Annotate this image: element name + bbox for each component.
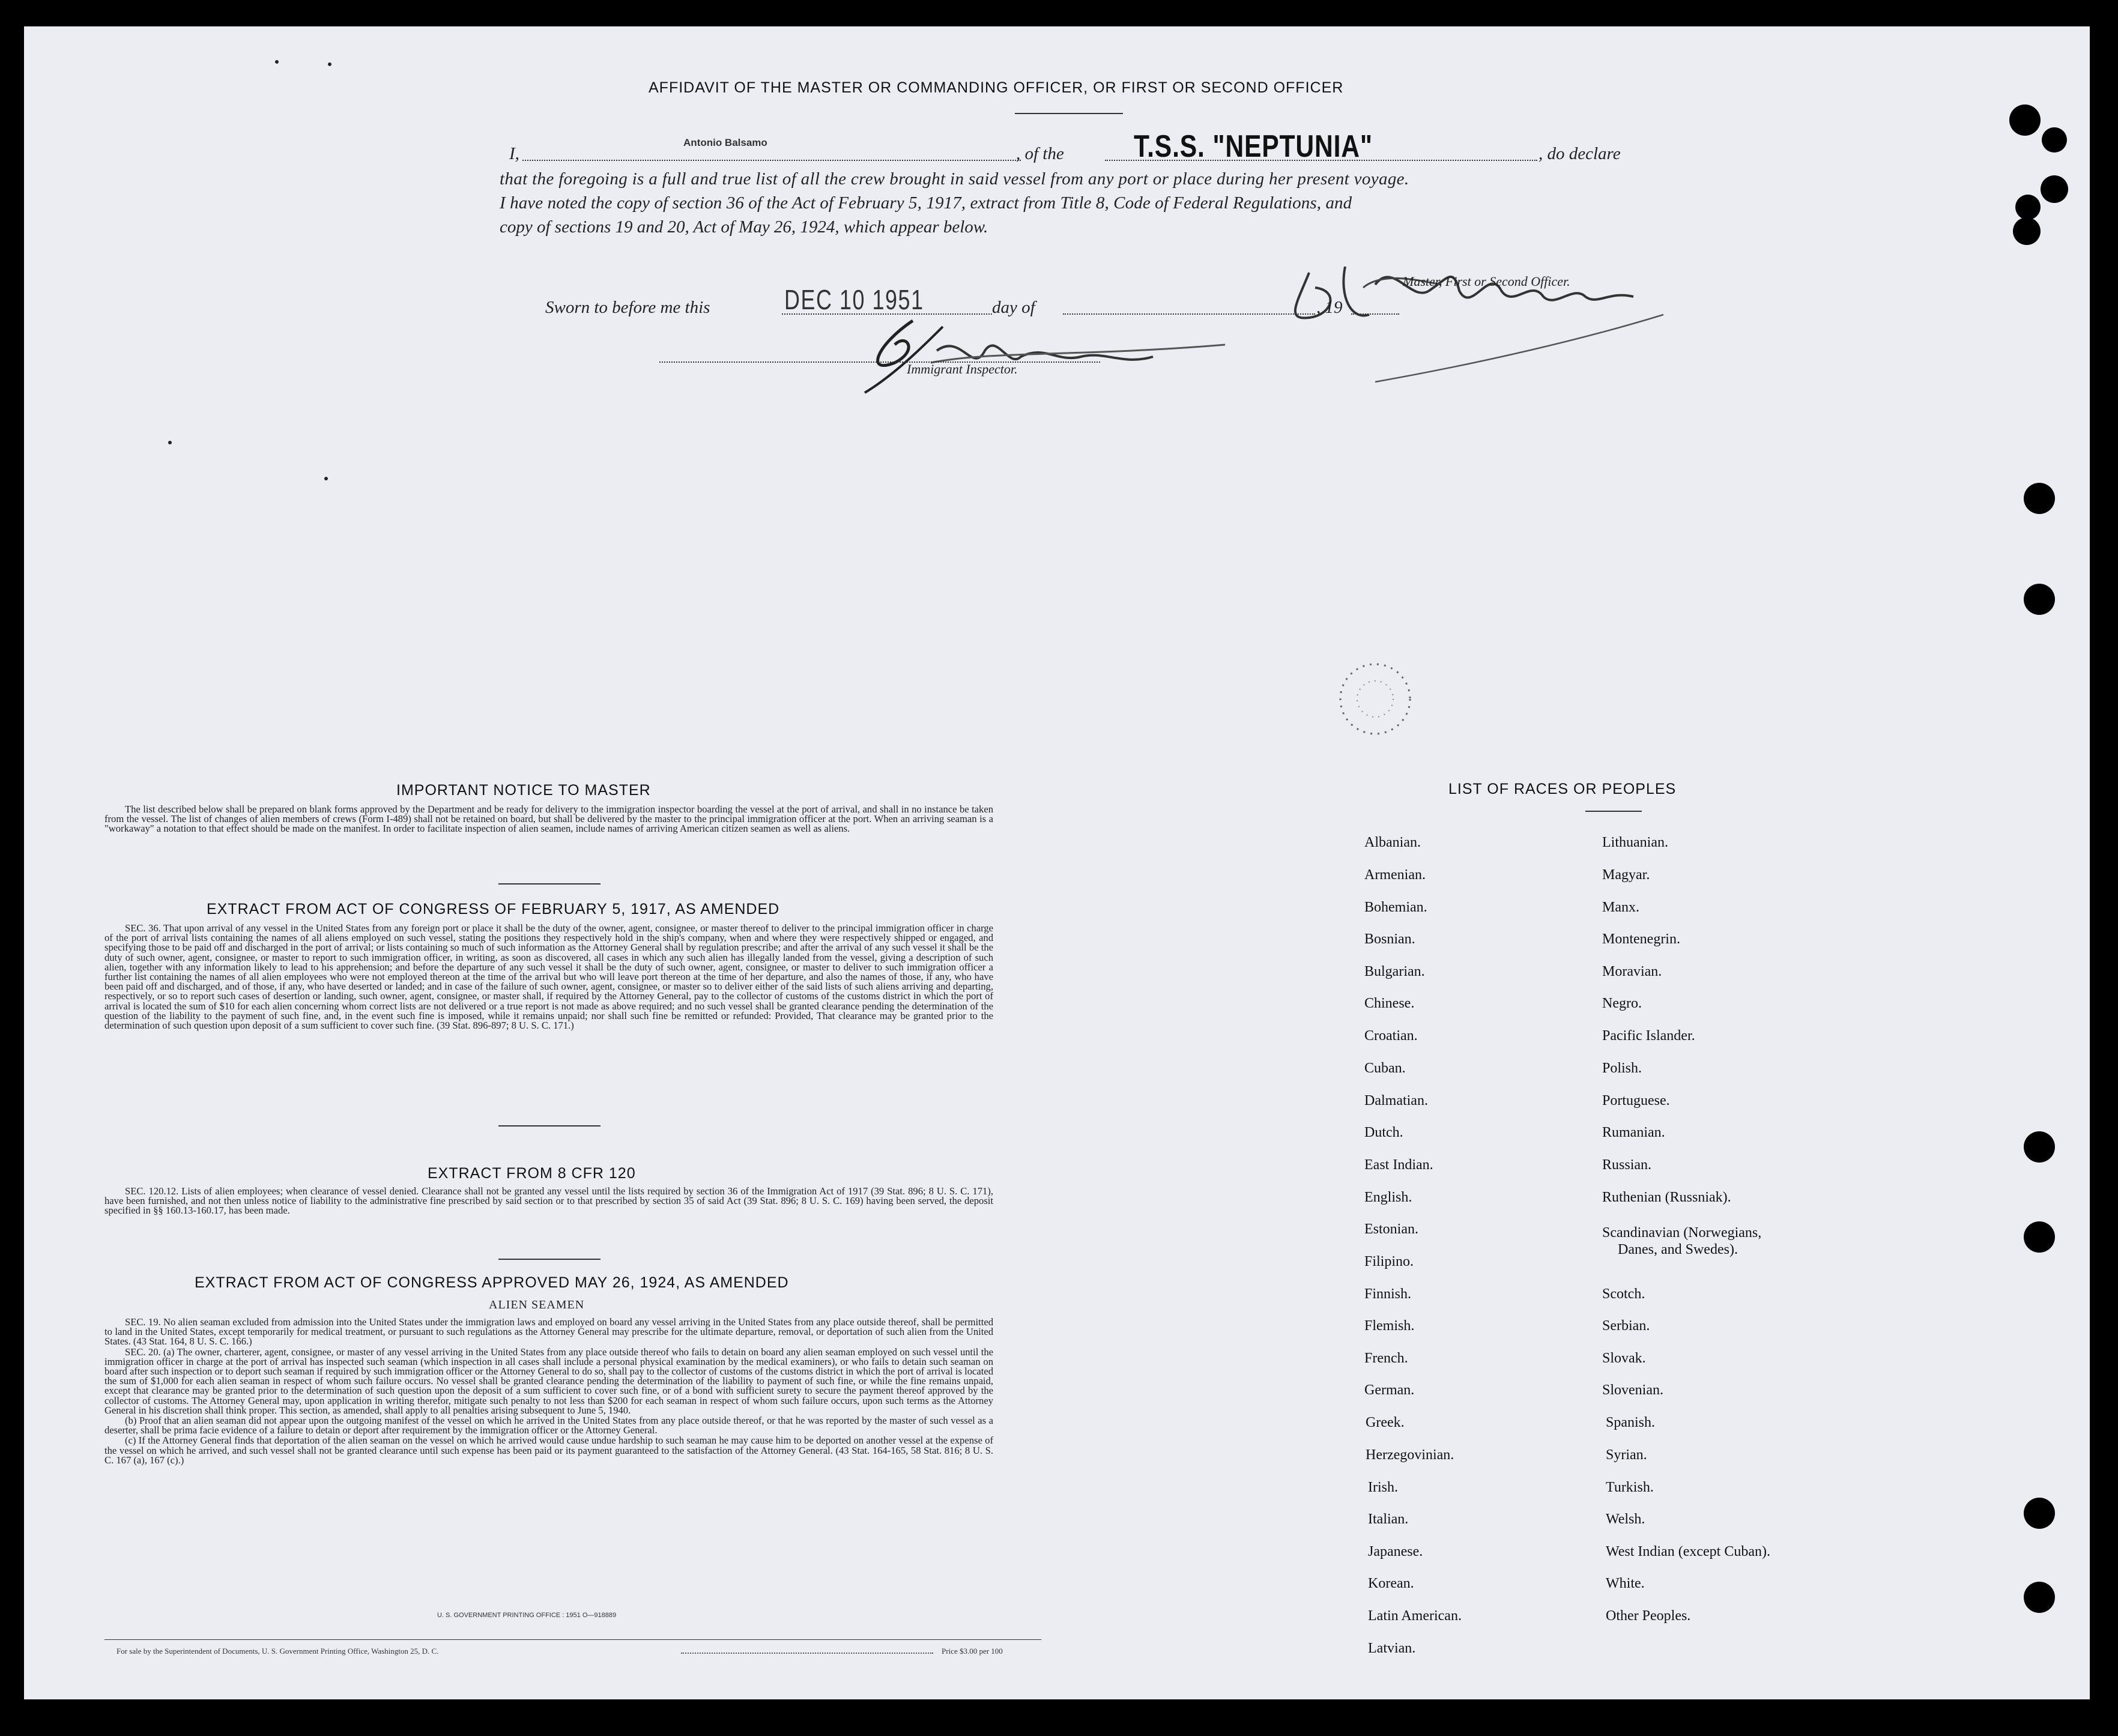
race-item: Turkish. [1606, 1480, 1654, 1495]
race-item: Estonian. [1364, 1221, 1418, 1237]
affidavit-of-the: , of the [1016, 144, 1064, 163]
race-item: Other Peoples. [1606, 1608, 1691, 1624]
notice-paragraph: The list described below shall be prepared on blank forms approved by the Department and be ready for delivery to the immigration inspector boarding the vessel at the port of arrival, and shall in no instance be taken from the vessel. The list of changes of alien members of crews (Form I-489) shall not be retained on board, but shall be delivered by the master to the principal immigration officer at the port. When an arriving seaman is a "workaway" a notation to that effect should be made on the manifest. In order to facilitate inspection of alien seamen, include names of arriving American citizen seamen as well as aliens. [104, 803, 993, 835]
race-item: Ruthenian (Russniak). [1602, 1190, 1731, 1205]
punch-hole [2024, 483, 2055, 514]
race-item: English. [1364, 1190, 1412, 1205]
race-item: Chinese. [1364, 996, 1415, 1011]
stray-mark [324, 477, 328, 480]
extract-cfr-text [104, 1187, 993, 1217]
footer-right: Price $3.00 per 100 [942, 1647, 1003, 1656]
punch-hole [2024, 1498, 2055, 1529]
race-item: Welsh. [1606, 1511, 1645, 1527]
race-item: Bosnian. [1364, 931, 1415, 947]
footer-left: For sale by the Superintendent of Documents, U. S. Government Printing Office, Washington 25, D. C. [116, 1647, 439, 1656]
race-item: Latin American. [1368, 1608, 1462, 1624]
alien-seamen-subtitle: ALIEN SEAMEN [489, 1298, 585, 1311]
races-title: LIST OF RACES OR PEOPLES [1448, 781, 1677, 797]
date-stamp: DEC 10 1951 [784, 284, 924, 315]
inspector-signature [841, 309, 1237, 405]
affidavit-line-4: copy of sections 19 and 20, Act of May 26, 1924, which appear below. [500, 217, 988, 237]
footer-leader [681, 1647, 933, 1654]
race-item: White. [1606, 1576, 1645, 1591]
race-item: Japanese. [1368, 1544, 1423, 1559]
race-item: Russian. [1602, 1157, 1652, 1173]
race-item: Herzegovinian. [1366, 1447, 1454, 1463]
race-item: Latvian. [1368, 1641, 1416, 1656]
race-item: Scandinavian (Norwegians, [1602, 1225, 1762, 1241]
stamp-smudge [1321, 645, 1429, 753]
section-20b-paragraph: (b) Proof that an alien seaman did not appear upon the outgoing manifest of the vessel on which he arrived in the United States from any place outside thereof, or that he was reported by the master of such vessel as a deserter, shall be prima facie evidence of a failure to detain or deport after requirement by the immigration officer or the Attorney General. [104, 1415, 993, 1436]
notice-title: IMPORTANT NOTICE TO MASTER [396, 782, 651, 799]
race-item: Slovenian. [1602, 1382, 1663, 1398]
divider [498, 1259, 601, 1260]
race-item: Magyar. [1602, 867, 1650, 883]
race-item: Greek. [1366, 1415, 1405, 1430]
notice-text [104, 805, 993, 835]
race-item: Pacific Islander. [1602, 1028, 1695, 1044]
extract-1924-text [104, 1317, 993, 1466]
extract-1917-title: EXTRACT FROM ACT OF CONGRESS OF FEBRUARY 5, 1917, AS AMENDED [207, 901, 780, 918]
race-item: Dutch. [1364, 1125, 1403, 1140]
master-caption: Master, First or Second Officer. [1403, 274, 1570, 289]
race-item: Montenegrin. [1602, 931, 1680, 947]
affidavit-line-2: that the foregoing is a full and true list of all the crew brought in said vessel from any port or place during her present voyage. [500, 169, 1409, 189]
race-item: Albanian. [1364, 835, 1421, 850]
race-item: Filipino. [1364, 1254, 1414, 1269]
gpo-line: U. S. GOVERNMENT PRINTING OFFICE : 1951 O—918889 [437, 1612, 617, 1619]
year-label: , 19 [1316, 298, 1343, 317]
name-line [522, 160, 1021, 161]
section-20a-paragraph: SEC. 20. (a) The owner, charterer, agent, consignee, or master of any vessel arriving in the United States from any place outside thereof who fails to detain on board any alien seaman employed on such vessel until the immigration officer in charge at the port of arrival has inspected such seaman (which inspection in all cases shall include a personal physical examination by the medical examiners), or who fails to detain such seaman on board after such inspection or to deport such seaman if required by such immigration officer or the Attorney General to do so, shall pay to the collector of customs of the customs district in which the port of arrival is located the sum of $1,000 for each alien seaman in respect of whom such failure occurs. No vessel shall be granted clearance pending the determination of the liability to payment of such fine, or while the fine remains unpaid, except that clearance may be granted prior to the determination of such question upon the deposit of a sum sufficient to cover such fine, or of a bond with sufficient surety to secure the payment thereof approved by the collector of customs. The Attorney General may, upon application in writing therefor, mitigate such penalty to not less than $200 for each seaman in respect of whom such failure occurs, upon such terms as the Attorney General in his discretion shall think proper. This section, as amended, shall apply to all penalties arising subsequent to June 5, 1940. [104, 1346, 993, 1416]
divider [498, 883, 601, 885]
race-item: Dalmatian. [1364, 1093, 1428, 1108]
race-item: Cuban. [1364, 1060, 1406, 1076]
race-item: German. [1364, 1382, 1415, 1398]
section-20c-paragraph: (c) If the Attorney General finds that deportation of the alien seaman on the vessel on which he arrived would cause undue hardship to such seaman he may cause him to be deported on another vessel at the expense of the vessel on which he arrived, and such vessel shall not be granted clearance until such expense has been paid or its payment guaranteed to the satisfaction of the Attorney General. (43 Stat. 164-165, 58 Stat. 816; 8 U. S. C. 167 (a), 167 (c).) [104, 1435, 993, 1466]
year-line [1351, 313, 1399, 315]
race-item: Bohemian. [1364, 900, 1427, 915]
race-item: Portuguese. [1602, 1093, 1670, 1108]
punch-hole [2024, 1221, 2055, 1253]
affidavit-do-declare: , do declare [1539, 144, 1621, 163]
punch-hole [2009, 104, 2041, 136]
stray-mark [275, 60, 279, 64]
punch-hole [2013, 217, 2041, 245]
race-item: Manx. [1602, 900, 1639, 915]
race-item: Irish. [1368, 1480, 1398, 1495]
section-19-paragraph: SEC. 19. No alien seaman excluded from admission into the United States under the immigration laws and employed on board any vessel arriving in the United States from any place outside thereof, shall be permitted to land in the United States, except temporarily for medical treatment, or pursuant to such regulations as the Attorney General may prescribe for the ultimate departure, removal, or deportation of such alien from the United States. (43 Stat. 164, 8 U. S. C. 166.) [104, 1316, 993, 1347]
punch-hole [2024, 1582, 2055, 1613]
sworn-label: Sworn to before me this [545, 298, 710, 317]
race-item: Italian. [1368, 1511, 1409, 1527]
affidavit-title: AFFIDAVIT OF THE MASTER OR COMMANDING OFFICER, OR FIRST OR SECOND OFFICER [649, 79, 1344, 96]
race-item: French. [1364, 1350, 1408, 1366]
day-of-label: day of [992, 298, 1035, 317]
punch-hole [2024, 584, 2055, 615]
affidavit-i-label: I, [509, 144, 519, 163]
master-name-handwritten: Antonio Balsamo [683, 137, 767, 148]
divider [1015, 113, 1123, 114]
punch-hole [2024, 1131, 2055, 1163]
inspector-caption: Immigrant Inspector. [907, 361, 1018, 377]
race-item: Finnish. [1364, 1286, 1412, 1302]
race-item: Flemish. [1364, 1318, 1415, 1334]
race-item: Serbian. [1602, 1318, 1650, 1334]
race-item: Syrian. [1606, 1447, 1647, 1463]
punch-hole [2041, 175, 2068, 203]
race-item: Rumanian. [1602, 1125, 1665, 1140]
extract-cfr-title: EXTRACT FROM 8 CFR 120 [428, 1165, 636, 1182]
affidavit-line-3: I have noted the copy of section 36 of the Act of February 5, 1917, extract from Title 8, Code of Federal Regulations, and [500, 193, 1352, 213]
race-item: Lithuanian. [1602, 835, 1668, 850]
section-120-paragraph: SEC. 120.12. Lists of alien employees; when clearance of vessel denied. Clearance shall not be granted any vessel until the lists required by section 36 of the Immigration Act of 1917 (39 Stat. 896; 8 U. S. C. 171), have been furnished, and not then unless notice of liability to the administrative fine prescribed by said section or to that prescribed by section 35 of said Act (39 Stat. 896; 8 U. S. C. 169) having been served, the deposit specified in §§ 160.13-160.17, has been made. [104, 1185, 993, 1217]
footer-rule [104, 1639, 1041, 1640]
extract-1917-text [104, 924, 993, 1031]
divider [498, 1125, 601, 1127]
race-item: Scotch. [1602, 1286, 1645, 1302]
race-item: East Indian. [1364, 1157, 1433, 1173]
ship-name: T.S.S. "NEPTUNIA" [1134, 129, 1373, 164]
stray-mark [328, 62, 331, 66]
section-36-paragraph: SEC. 36. That upon arrival of any vessel in the United States from any foreign port or place it shall be the duty of the owner, agent, consignee, or master thereof to deliver to the principal immigration officer in charge of the port of arrival lists containing the names of all aliens employed on such vessel, stating the positions they respectively hold in the ship's company, when and where they were respectively shipped or engaged, and specifying those to be paid off and discharged in the port of arrival; or lists containing so much of such information as the Attorney General shall by regulation prescribe; and after the arrival of any such vessel it shall be the duty of such owner, agent, consignee, or master to report to such immigration officer, in writing, as soon as discovered, all cases in which any such alien has illegally landed from the vessel, giving a description of such alien, together with any information likely to lead to his apprehension; and before the departure of any such vessel it shall be the duty of such owner, agent, consignee, or master to deliver to such immigration officer a further list containing the names of all alien employees who were not employed thereon at the time of the arrival but who will leave port thereon at the time of her departure, and also the names of those, if any, who have been paid off and discharged, and of those, if any, who have deserted or landed; and in case of the failure of such owner, agent, consignee, or master so to deliver either of the said lists of such aliens arriving and departing, respectively, or so to report such cases of desertion or landing, such owner, agent, consignee, or master shall, if required by the Attorney General, pay to the collector of customs of the customs district in which the port of arrival is located the sum of $10 for each alien concerning whom correct lists are not delivered or a true report is not made as above required; and no such vessel shall be granted clearance pending the determination of the question of the liability to the payment of such fine, and, in the event such fine is imposed, while it remains unpaid; nor shall such fine be remitted or refunded: Provided, That clearance may be granted prior to the determination of such question upon deposit of a sum sufficient to cover such fine. (39 Stat. 896-897; 8 U. S. C. 171.) [104, 922, 993, 1032]
extract-1924-title: EXTRACT FROM ACT OF CONGRESS APPROVED MAY 26, 1924, AS AMENDED [195, 1274, 789, 1291]
race-item: Slovak. [1602, 1350, 1646, 1366]
race-item: Korean. [1368, 1576, 1414, 1591]
race-item: Negro. [1602, 996, 1642, 1011]
race-item: Polish. [1602, 1060, 1642, 1076]
race-item: Spanish. [1606, 1415, 1656, 1430]
race-item: Bulgarian. [1364, 964, 1425, 979]
document-page [24, 26, 2090, 1699]
race-item: Croatian. [1364, 1028, 1418, 1044]
punch-hole [2015, 195, 2041, 220]
divider [1585, 811, 1642, 812]
race-item: Danes, and Swedes). [1618, 1242, 1738, 1257]
race-item: West Indian (except Cuban). [1606, 1544, 1770, 1559]
inspector-line [659, 361, 1100, 363]
stray-mark [168, 441, 172, 444]
race-item: Armenian. [1364, 867, 1426, 883]
punch-hole [2042, 127, 2067, 153]
race-item: Moravian. [1602, 964, 1662, 979]
